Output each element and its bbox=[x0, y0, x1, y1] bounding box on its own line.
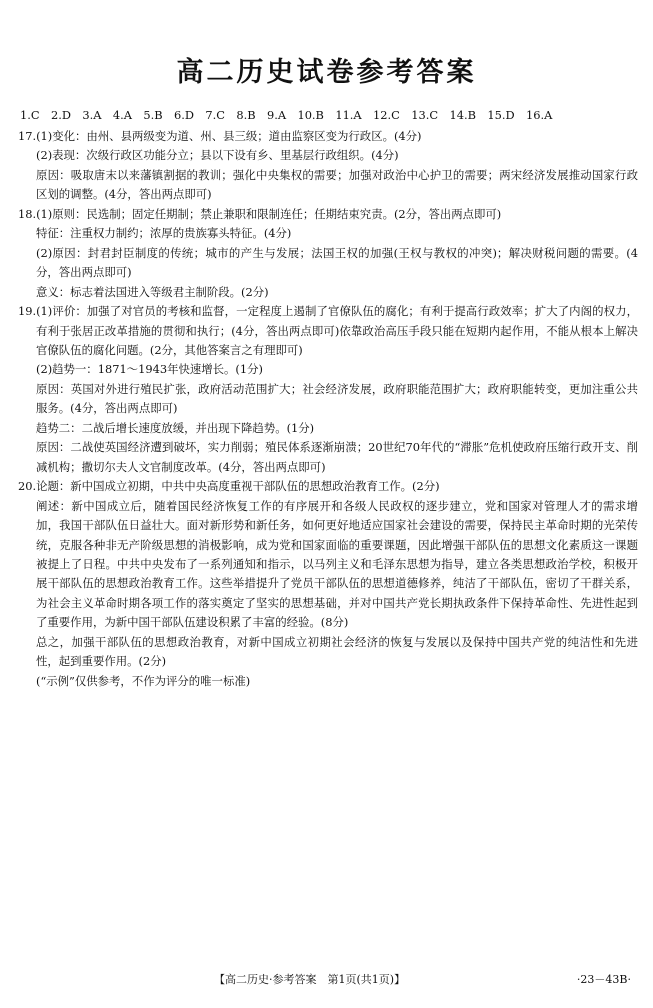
q17-line-2: (2)表现：次级行政区功能分立；县以下设有乡、里基层行政组织。(4分) bbox=[36, 148, 399, 163]
page-footer: 【高二历史·参考答案 第1页(共1页)】 bbox=[214, 973, 406, 986]
q19-line-3: 原因：英国对外进行殖民扩张，政府活动范围扩大；社会经济发展，政府职能范围扩大；政府职能转变，更加注重公共服务。(4分，答出两点即可) bbox=[36, 381, 638, 416]
q19-line-2: (2)趋势一：1871～1943年快速增长。(1分) bbox=[36, 362, 263, 377]
answer-body bbox=[18, 127, 638, 691]
q20-line-3: 总之，加强干部队伍的思想政治教育，对新中国成立初期社会经济的恢复与发展以及保持中国共产党的纯洁性和先进性，起到重要作用。(2分) bbox=[36, 634, 638, 669]
q18-line-1: 18.(1)原则：民选制；固定任期制；禁止兼职和限制连任；任期结束究责。(2分，答出两点即可) bbox=[18, 206, 502, 221]
q17-line-3: 原因：吸取唐末以来藩镇割据的教训；强化中央集权的需要；加强对政治中心护卫的需要；两宋经济发展推动国家行政区划的调整。(4分，答出两点即可) bbox=[36, 167, 638, 202]
q20-line-1: 20.论题：新中国成立初期，中共中央高度重视干部队伍的思想政治教育工作。(2分) bbox=[18, 479, 440, 494]
q18-line-3: (2)原因：封君封臣制度的传统；城市的产生与发展；法国王权的加强(王权与教权的冲突)；解决财税问题的需要。(4分，答出两点即可) bbox=[36, 245, 638, 280]
q20-line-4: (“示例”仅供参考，不作为评分的唯一标准) bbox=[36, 673, 251, 688]
q18-line-4: 意义：标志着法国进入等级君主制阶段。(2分) bbox=[36, 284, 269, 299]
choice-answers: 1.C 2.D 3.A 4.A 5.B 6.D 7.C 8.B 9.A 10.B 11.A 12.C 13.C 14.B 15.D 16.A bbox=[20, 108, 553, 122]
page-title: 高二历史试卷参考答案 bbox=[176, 57, 477, 88]
q20-line-2: 阐述：新中国成立后，随着国民经济恢复工作的有序展开和各级人民政权的逐步建立，党和国家对管理人才的需求增加，我国干部队伍日益壮大。面对新形势和新任务，如何更好地适应国家社会建设的需要，保持民主革命时期的光荣传统，克服各种非无产阶级思想的消极影响，成为党和国家面临的重要课题，因此增强干部队伍的思想文化素质这一课题被提上了日程。中共中央发布了一系列通知和指示，以马列主义和毛泽东思想为指导，建立各类思想政治学校，积极开展干部队伍的思想政治教育工作。这些举措提升了党员干部队伍的思想道德修养，纯洁了干部队伍，密切了干群关系，为社会主义革命时期各项工作的落实奠定了坚实的思想基础，并对中国共产党长期执政条件下保持革命性、先进性起到了重要作用，为新中国干部队伍建设积累了丰富的经验。(8分) bbox=[36, 498, 638, 630]
q18-line-2: 特征：注重权力制约；浓厚的贵族寡头特征。(4分) bbox=[36, 226, 292, 241]
q19-line-5: 原因：二战使英国经济遭到破坏，实力削弱；殖民体系逐渐崩溃；20世纪70年代的“滞胀”危机使政府压缩行政开支、削减机构；撒切尔夫人文官制度改革。(4分，答出两点即可) bbox=[36, 440, 638, 474]
q19-line-4: 趋势二：二战后增长速度放缓，并出现下降趋势。(1分) bbox=[36, 420, 315, 435]
q19-line-1: 19.(1)评价：加强了对官员的考核和监督，一定程度上遏制了官僚队伍的腐化；有利于提高行政效率；扩大了内阁的权力，有利于张居正改革措施的贯彻和执行；(4分，答出两点即可)依靠政治高压手段只能在短期内起作用，不能从根本上解决官僚队伍的腐化问题。(2分，其他答案言之有理即可) bbox=[18, 304, 638, 357]
q17-line-1: 17.(1)变化：由州、县两级变为道、州、县三级；道由监察区变为行政区。(4分) bbox=[18, 129, 422, 143]
paper-code: ·23－43B· bbox=[576, 973, 631, 986]
